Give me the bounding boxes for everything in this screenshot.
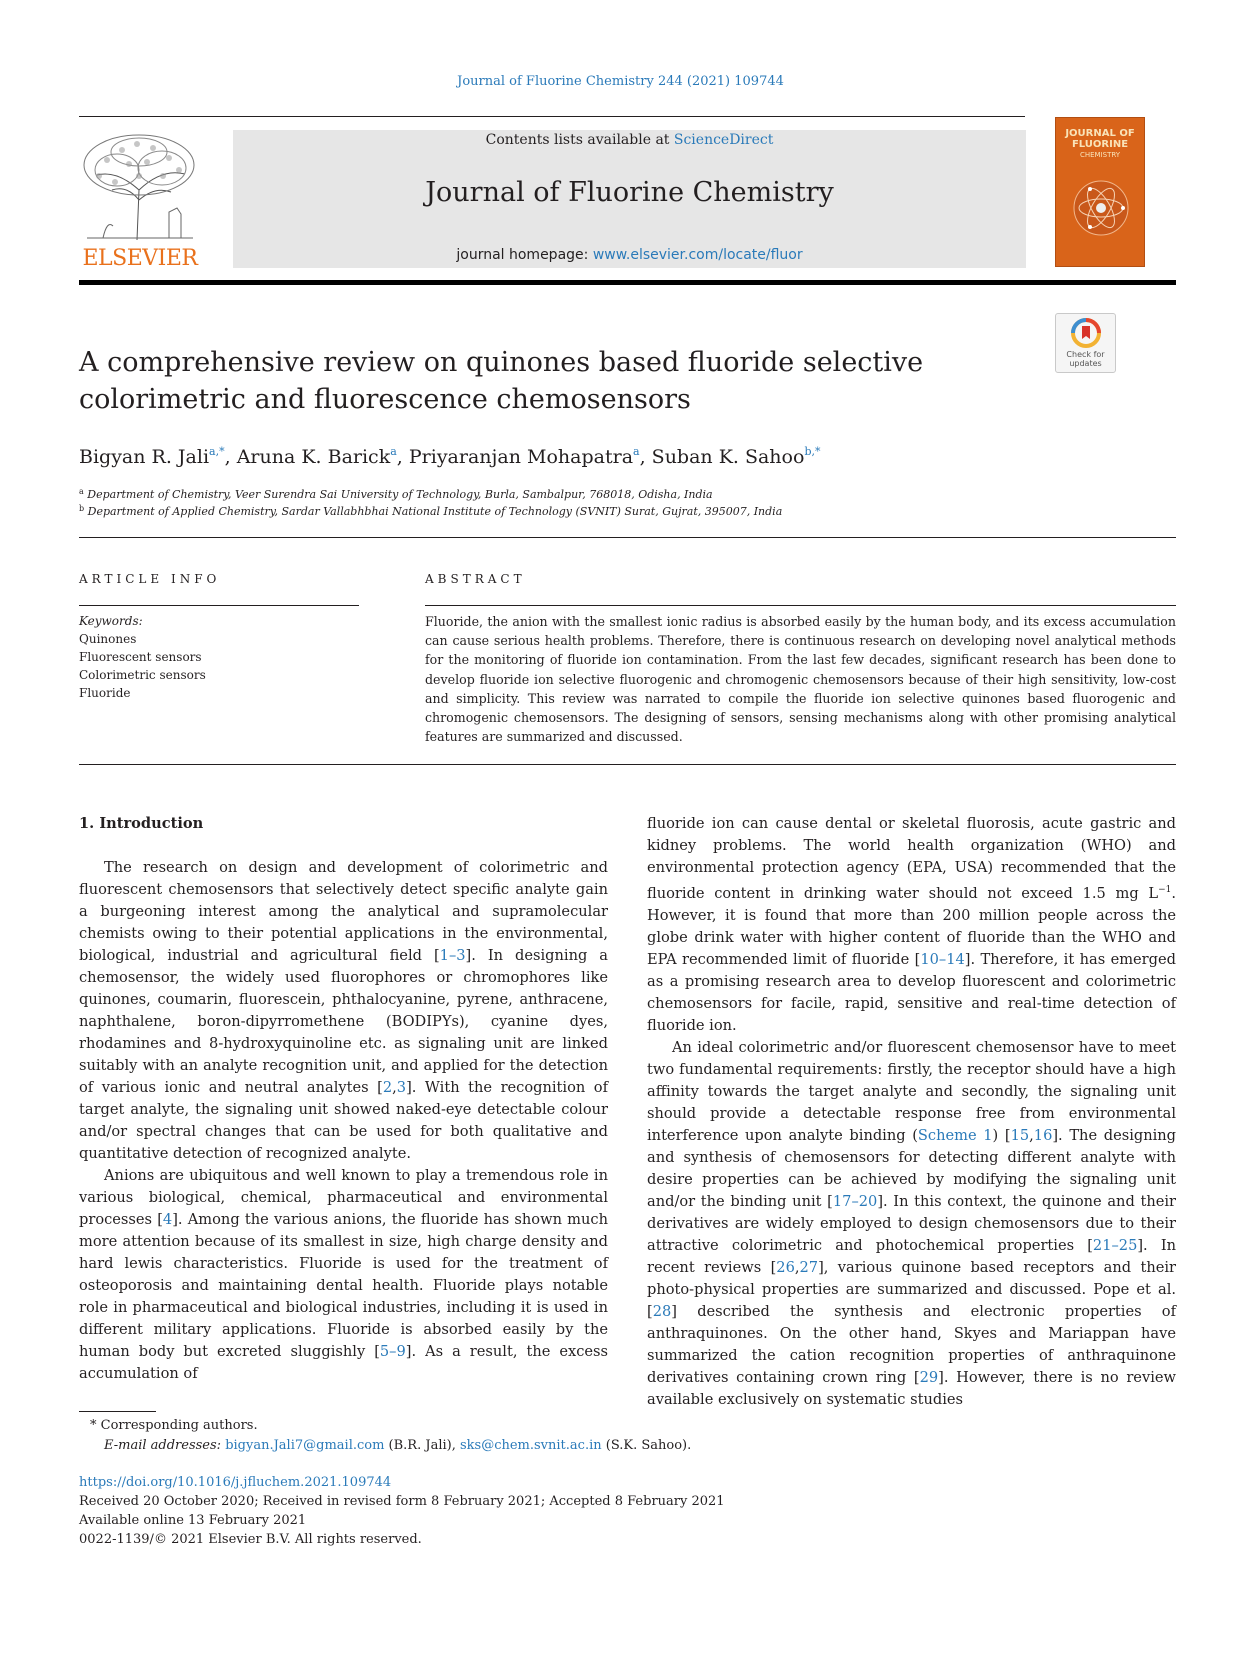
author-affiliation-mark[interactable]: a <box>633 445 640 458</box>
citation-link[interactable]: 2 <box>382 1079 393 1096</box>
homepage-line <box>233 247 1026 263</box>
affiliation-mark: a <box>79 487 84 496</box>
author-separator: , <box>396 446 409 468</box>
email-footnote: E-mail addresses: bigyan.Jali7@gmail.com (B.R. Jali), sks@chem.svnit.ac.in (S.K. Sahoo). <box>104 1438 692 1453</box>
keywords-block <box>79 612 359 702</box>
author-name[interactable]: Aruna K. Barick <box>236 446 391 468</box>
citation-link[interactable]: 21–25 <box>1092 1237 1138 1254</box>
journal-cover[interactable] <box>1055 117 1145 267</box>
homepage-link[interactable]: www.elsevier.com/locate/fluor <box>592 247 803 263</box>
affiliation-text: Department of Chemistry, Veer Surendra Sai University of Technology, Burla, Sambalpur, 768018, Odisha, India <box>87 488 713 501</box>
check-for-updates-button[interactable] <box>1055 313 1116 373</box>
contents-line <box>233 130 1026 150</box>
abstract-text: Fluoride, the anion with the smallest ionic radius is absorbed easily by the human body, and its excess accumulation can cause serious health problems. Therefore, there is continuous research on developing novel analytical methods for the monitoring of fluoride ion contamination. From the last few decades, significant research has been done to develop fluoride ion selective fluorogenic and chromogenic chemosensors because of their high sensitivity, low-cost and simplicity. This review was narrated to compile the fluoride ion selective quinones based fluorogenic and chromogenic chemosensors. The designing of sensors, sensing mechanisms along with other promising analytical features are summarized and discussed. <box>425 614 1176 745</box>
footnote-rule <box>79 1411 156 1412</box>
scheme-link[interactable]: Scheme 1 <box>917 1127 993 1144</box>
sciencedirect-link[interactable]: ScienceDirect <box>673 132 774 148</box>
contents-prefix: Contents lists available at <box>485 132 674 148</box>
author-list <box>79 439 1079 470</box>
paragraph: The research on design and development of colorimetric and fluorescent chemosensors that selectively detect specific analyte gain a burgeoning interest among the analytical and supramolecular chemists owing to their potential applications in the environmental, biological, industrial and agricultural field [1–3]. In designing a chemosensor, the widely used fluorophores or chromophores like quinones, coumarin, fluorescein, phthalocyanine, pyrene, anthracene, naphthalene, boron-dipyrromethene (BODIPYs), cyanine dyes, rhodamines and 8-hydroxyquinoline etc. as signaling unit are linked suitably with an analyte recognition unit, and applied for the detection of various ionic and neutral analytes [2,3]. With the recognition of target analyte, the signaling unit showed naked-eye detectable colour and/or spectral changes that can be used for both qualitative and quantitative detection of recognized analyte. <box>79 859 609 1162</box>
keyword-item: Fluorescent sensors <box>79 650 202 664</box>
citation-link[interactable]: 29 <box>919 1369 939 1386</box>
available-online-date: Available online 13 February 2021 <box>79 1513 307 1528</box>
abstract-heading: ABSTRACT <box>425 572 526 586</box>
atom-icon <box>1071 178 1131 238</box>
homepage-prefix: journal homepage: <box>456 247 593 263</box>
affiliation-mark: b <box>79 504 85 513</box>
citation-link[interactable]: 1–3 <box>439 947 466 964</box>
paragraph: Anions are ubiquitous and well known to play a tremendous role in various biological, chemical, pharmaceutical and environmental processes [4]. Among the various anions, the fluoride has shown much more attention because of its smallest in size, high charge density and hard lewis characteristics. Fluoride is used for the treatment of osteoporosis and maintaining dental health. Fluoride plays notable role in pharmaceutical and biological industries, including it is used in different military applications. Fluoride is absorbed easily by the human body but excreted sluggishly [5–9]. As a result, the excess accumulation of <box>79 1167 608 1382</box>
affiliation-b <box>79 502 1176 519</box>
doi-link[interactable]: https://doi.org/10.1016/j.jfluchem.2021.109744 <box>79 1475 392 1490</box>
email-link-jali[interactable]: bigyan.Jali7@gmail.com <box>225 1438 385 1453</box>
author-name[interactable]: Suban K. Sahoo <box>651 446 805 468</box>
citation-link[interactable]: 16 <box>1033 1127 1053 1144</box>
citation-link[interactable]: 15 <box>1010 1127 1030 1144</box>
article-title: A comprehensive review on quinones based fluoride selective colorimetric and fluorescence chemosensors <box>79 347 924 415</box>
paragraph: An ideal colorimetric and/or fluorescent chemosensor have to meet two fundamental requirements: firstly, the receptor should have a high affinity towards the target analyte and secondly, the signaling unit should provide a detectable response free from environmental interference upon analyte binding (Scheme 1) [15,16]. The designing and synthesis of chemosensors for detecting different analyte with desire properties can be achieved by modifying the signaling unit and/or the binding unit [17–20]. In this context, the quinone and their derivatives are widely employed to design chemosensors due to their attractive colorimetric and photochemical properties [21–25]. In recent reviews [26,27], various quinone based receptors and their photo-physical properties are summarized and discussed. Pope et al. [28] described the synthesis and electronic properties of anthraquinones. On the other hand, Skyes and Mariappan have summarized the cation recognition properties of anthraquinone derivatives containing crown ring [29]. However, there is no review available exclusively on systematic studies <box>647 1039 1177 1408</box>
author-affiliation-mark[interactable]: b,* <box>804 445 821 458</box>
citation-link[interactable]: 4 <box>162 1211 173 1228</box>
citation-link[interactable]: 17–20 <box>832 1193 878 1210</box>
keyword-item: Colorimetric sensors <box>79 668 206 682</box>
check-updates-label: Check for updates <box>1066 350 1105 368</box>
citation-link[interactable]: 5–9 <box>379 1343 406 1360</box>
keywords-label: Keywords: <box>79 614 143 628</box>
bookmark-badge-icon <box>1071 318 1101 348</box>
email-link-sahoo[interactable]: sks@chem.svnit.ac.in <box>459 1438 602 1453</box>
body-column-left <box>79 813 608 1385</box>
cover-title: JOURNAL OF FLUORINE <box>1065 128 1135 150</box>
paragraph: fluoride ion can cause dental or skeletal fluorosis, acute gastric and kidney problems. The world health organization (WHO) and environmental protection agency (EPA, USA) recommended that the fluoride content in drinking water should not exceed 1.5 mg $L^{-1}$. However, it is found that more than 200 million people across the globe drink water with higher content of fluoride than the WHO and EPA recommended limit of fluoride [10–14]. Therefore, it has emerged as a promising research area to develop fluorescent and colorimetric chemosensors for facile, rapid, sensitive and real-time detection of fluoride ion. <box>647 815 1176 1034</box>
abstract-rule <box>425 605 1176 606</box>
affiliation-text: Department of Applied Chemistry, Sardar Vallabhbhai National Institute of Technology (SVNIT) Surat, Gujrat, 395007, India <box>87 505 783 518</box>
author-separator: , <box>639 446 652 468</box>
journal-banner <box>233 130 1026 268</box>
author-affiliation-mark[interactable]: a,* <box>209 445 225 458</box>
abstract-bottom-rule <box>79 764 1176 765</box>
received-dates: Received 20 October 2020; Received in revised form 8 February 2021; Accepted 8 February 2021 <box>79 1494 725 1509</box>
keyword-item: Fluoride <box>79 686 131 700</box>
cover-subtitle: CHEMISTRY <box>1079 151 1121 159</box>
top-rule <box>79 116 1025 117</box>
email-label: E-mail addresses: <box>104 1438 222 1453</box>
citation-link[interactable]: 3 <box>396 1079 407 1096</box>
elsevier-tree-icon <box>77 130 203 242</box>
citation-link[interactable]: 10–14 <box>920 951 965 968</box>
keyword-item: Quinones <box>79 632 137 646</box>
author-affiliation-mark[interactable]: a <box>390 445 397 458</box>
citation-link[interactable]: 26 <box>776 1259 795 1276</box>
elsevier-wordmark: ELSEVIER <box>82 246 198 271</box>
header-bottom-rule <box>79 537 1176 538</box>
citation-link[interactable]: 27 <box>799 1259 819 1276</box>
masthead-thick-rule <box>79 280 1176 285</box>
author-separator: , <box>224 446 237 468</box>
citation-link[interactable]: 28 <box>652 1303 672 1320</box>
author-name[interactable]: Bigyan R. Jali <box>79 446 210 468</box>
corresponding-footnote: * Corresponding authors. <box>90 1418 258 1433</box>
article-info-heading: ARTICLE INFO <box>79 572 221 586</box>
running-header[interactable]: Journal of Fluorine Chemistry 244 (2021) 109744 <box>457 74 784 89</box>
affiliation-a <box>79 485 1176 502</box>
elsevier-logo[interactable] <box>77 130 203 270</box>
body-column-right <box>647 813 1176 1411</box>
section-heading-introduction: 1. Introduction <box>79 815 204 832</box>
copyright-line: 0022-1139/© 2021 Elsevier B.V. All rights reserved. <box>79 1532 422 1547</box>
article-info-rule <box>79 605 359 606</box>
author-name[interactable]: Priyaranjan Mohapatra <box>408 446 634 468</box>
journal-title: Journal of Fluorine Chemistry <box>425 177 834 208</box>
